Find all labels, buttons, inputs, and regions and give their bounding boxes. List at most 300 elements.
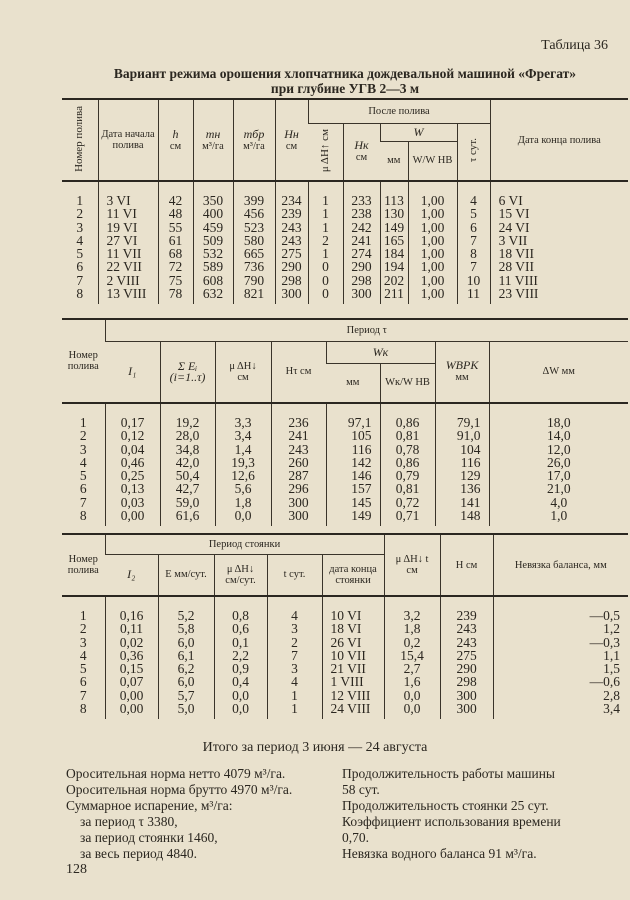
table-cell: 233 <box>343 194 380 207</box>
table-cell: 0,9 <box>214 662 267 675</box>
table-standstill <box>62 533 628 719</box>
col-mn: mн м³/га <box>193 99 233 181</box>
col-hk: Hк см <box>343 123 380 181</box>
table-cell: 3 <box>79 634 87 650</box>
table-cell: 0,02 <box>105 636 158 649</box>
table-cell: 2,8 <box>493 689 628 702</box>
table-cell: 8 <box>457 247 490 260</box>
col-w-ratio: W/W НВ <box>408 141 457 181</box>
table-cell: 0,81 <box>380 482 435 495</box>
table-cell: 821 <box>233 287 275 300</box>
table-cell: 26 VI <box>322 636 384 649</box>
table-cell: 68 <box>158 247 193 260</box>
table-cell: 2 <box>79 621 87 637</box>
table-cell: 59,0 <box>160 496 215 509</box>
table-cell: 1 <box>308 221 343 234</box>
table-cell: 275 <box>275 247 308 260</box>
table-cell: 6,0 <box>158 636 214 649</box>
col-mut: μ ΔH↓ t см <box>384 534 440 596</box>
table-cell: 34,8 <box>160 443 215 456</box>
table-cell: 298 <box>343 274 380 287</box>
table-cell: 11 VI <box>98 207 158 220</box>
table-cell: 3 <box>267 622 322 635</box>
table-cell: 97,1 <box>326 416 380 429</box>
table-cell: 608 <box>193 274 233 287</box>
table-cell: 13 VIII <box>98 287 158 300</box>
table-cell: 18 VII <box>490 247 628 260</box>
col-number: Номер полива <box>62 99 98 181</box>
table-cell: 91,0 <box>435 429 489 442</box>
table-cell: 239 <box>275 207 308 220</box>
table-cell: 23 VIII <box>490 287 628 300</box>
table-cell: 104 <box>435 443 489 456</box>
table-body <box>62 181 628 304</box>
table-cell: 0,72 <box>380 496 435 509</box>
table-cell: 1,00 <box>408 221 457 234</box>
table-cell: 4 <box>267 609 322 622</box>
table-cell: 3 VI <box>98 194 158 207</box>
table-cell: 10 VII <box>322 649 384 662</box>
table-cell: 79,1 <box>435 416 489 429</box>
table-cell: 116 <box>435 456 489 469</box>
table-row <box>62 509 628 522</box>
table-cell: 148 <box>435 509 489 522</box>
table-cell: 48 <box>158 207 193 220</box>
table-row <box>62 221 628 234</box>
table-cell: 665 <box>233 247 275 260</box>
table-cell: 238 <box>343 207 380 220</box>
table-cell: 1 <box>79 415 87 430</box>
col-e: E мм/сут. <box>158 554 214 596</box>
table-cell: 0,17 <box>105 416 160 429</box>
table-cell: 1 <box>308 247 343 260</box>
table-cell: 3 <box>76 219 84 235</box>
table-row <box>62 207 628 220</box>
table-row <box>62 260 628 273</box>
table-cell: 8 <box>76 286 84 302</box>
table-cell: 142 <box>326 456 380 469</box>
table-cell: 300 <box>275 287 308 300</box>
col-imbalance: Невязка баланса, мм <box>493 534 628 596</box>
table-cell: 0,00 <box>105 689 158 702</box>
table-cell: 19,3 <box>215 456 271 469</box>
col-number: Номер полива <box>62 319 105 403</box>
table-cell: 5,2 <box>158 609 214 622</box>
table-cell: 0,16 <box>105 609 158 622</box>
table-cell: 2 VIII <box>98 274 158 287</box>
left-notes <box>66 766 336 862</box>
table-cell: 2 <box>76 206 84 222</box>
table-cell: 211 <box>380 287 408 300</box>
table-cell: 10 VI <box>322 609 384 622</box>
table-cell: 1 <box>76 193 84 208</box>
table-cell: 5,7 <box>158 689 214 702</box>
table-cell: 300 <box>440 702 493 715</box>
table-cell: 0 <box>308 260 343 273</box>
col-h: h см <box>158 99 193 181</box>
table-cell: 105 <box>326 429 380 442</box>
table-cell: 42,7 <box>160 482 215 495</box>
table-cell: 7 <box>457 234 490 247</box>
table-cell: 509 <box>193 234 233 247</box>
table-cell: 18,0 <box>489 416 628 429</box>
table-cell: 2 <box>308 234 343 247</box>
table-cell: 42 <box>158 194 193 207</box>
table-cell: 6,2 <box>158 662 214 675</box>
table-row <box>62 234 628 247</box>
table-cell: —0,3 <box>493 636 628 649</box>
table-cell: 0,8 <box>214 609 267 622</box>
table-cell: 523 <box>233 221 275 234</box>
col-start-date: Дата начала полива <box>98 99 158 181</box>
table-cell: 0,78 <box>380 443 435 456</box>
table-cell: 0,0 <box>384 689 440 702</box>
table-cell: 0,6 <box>214 622 267 635</box>
table-cell: 296 <box>271 482 326 495</box>
table-cell: 1,00 <box>408 287 457 300</box>
table-cell: 8 <box>79 701 87 717</box>
table-cell: 300 <box>343 287 380 300</box>
table-cell: 4 <box>76 232 84 248</box>
col-group-period: Период τ <box>105 319 628 341</box>
col-i1: I₁ <box>105 341 160 403</box>
col-wk-ratio: Wк/W НВ <box>380 363 435 403</box>
table-cell: 28,0 <box>160 429 215 442</box>
table-cell: 0,86 <box>380 456 435 469</box>
table-cell: 0,12 <box>105 429 160 442</box>
table-cell: 456 <box>233 207 275 220</box>
table-cell: 2 <box>79 428 87 444</box>
col-group-after: После полива <box>308 99 490 123</box>
table-cell: 6,1 <box>158 649 214 662</box>
table-cell: 15 VI <box>490 207 628 220</box>
col-end-date: Дата конца полива <box>490 99 628 181</box>
table-cell: 15,4 <box>384 649 440 662</box>
table-cell: 75 <box>158 274 193 287</box>
table-row <box>62 702 628 715</box>
table-cell: 580 <box>233 234 275 247</box>
table-cell: 0,46 <box>105 456 160 469</box>
table-row <box>62 496 628 509</box>
table-cell: 0,1 <box>214 636 267 649</box>
table-cell: 24 VI <box>490 221 628 234</box>
table-cell: 790 <box>233 274 275 287</box>
table-cell: 21,0 <box>489 482 628 495</box>
table-cell: 12 VIII <box>322 689 384 702</box>
table-cell: 1 <box>267 689 322 702</box>
table-cell: 298 <box>275 274 308 287</box>
table-cell: 242 <box>343 221 380 234</box>
table-cell: 3,4 <box>215 429 271 442</box>
table-cell: 42,0 <box>160 456 215 469</box>
table-cell: 0,4 <box>214 675 267 688</box>
table-row <box>62 469 628 482</box>
table-cell: 5 <box>79 661 87 677</box>
note: за период стоянки 1460, <box>80 830 218 845</box>
table-body <box>62 596 628 719</box>
table-cell: 7 <box>76 272 84 288</box>
col-w-mm: мм <box>380 141 408 181</box>
table-cell: 1,2 <box>493 622 628 635</box>
table-cell: 0,00 <box>105 509 160 522</box>
table-cell: 61 <box>158 234 193 247</box>
table-cell: 736 <box>233 260 275 273</box>
table-cell: —0,5 <box>493 609 628 622</box>
table-cell: 165 <box>380 234 408 247</box>
table-cell: 589 <box>193 260 233 273</box>
table-cell: 4,0 <box>489 496 628 509</box>
col-group-standstill: Период стоянки <box>105 534 384 554</box>
col-ht: Hτ см <box>271 341 326 403</box>
col-wk-mm: мм <box>326 363 380 403</box>
table-cell: 0,0 <box>384 702 440 715</box>
table-cell: 6 <box>457 221 490 234</box>
table-cell: 24 VIII <box>322 702 384 715</box>
table-cell: 1,00 <box>408 247 457 260</box>
table-cell: 78 <box>158 287 193 300</box>
note: Суммарное испарение, м³/га: <box>66 798 233 813</box>
table-cell: 17,0 <box>489 469 628 482</box>
table-cell: 116 <box>326 443 380 456</box>
table-cell: 5,8 <box>158 622 214 635</box>
note: Оросительная норма нетто 4079 м³/га. <box>66 766 286 781</box>
table-cell: 0,15 <box>105 662 158 675</box>
table-cell: 7 <box>79 494 87 510</box>
table-cell: 399 <box>233 194 275 207</box>
table-cell: 632 <box>193 287 233 300</box>
table-cell: 1 <box>79 608 87 623</box>
table-cell: 130 <box>380 207 408 220</box>
table-cell: 141 <box>435 496 489 509</box>
table-cell: 241 <box>271 429 326 442</box>
table-cell: 239 <box>440 609 493 622</box>
table-cell: 1,00 <box>408 260 457 273</box>
table-cell: 0,86 <box>380 416 435 429</box>
table-cell: 1 <box>308 207 343 220</box>
table-cell: 146 <box>326 469 380 482</box>
table-cell: 1,4 <box>215 443 271 456</box>
table-cell: 5 <box>76 246 84 262</box>
note: Продолжительность стоянки 25 сут. <box>342 798 549 813</box>
col-sum-e: Σ Eᵢ (i=1..τ) <box>160 341 215 403</box>
table-cell: 243 <box>275 234 308 247</box>
table-cell: 4 <box>267 675 322 688</box>
table-cell: 300 <box>271 509 326 522</box>
table-row <box>62 636 628 649</box>
table-cell: 1,1 <box>493 649 628 662</box>
table-cell: 0,79 <box>380 469 435 482</box>
table-cell: 28 VII <box>490 260 628 273</box>
col-h: H см <box>440 534 493 596</box>
table-row <box>62 429 628 442</box>
table-cell: 12,6 <box>215 469 271 482</box>
col-dw: ΔW мм <box>489 341 628 403</box>
col-group-w: W <box>380 123 457 141</box>
table-cell: 1,0 <box>489 509 628 522</box>
note: Оросительная норма брутто 4970 м³/га. <box>66 782 293 797</box>
table-cell: 290 <box>440 662 493 675</box>
note: Невязка водного баланса 91 м³/га. <box>342 846 537 861</box>
table-cell: 14,0 <box>489 429 628 442</box>
table-cell: 11 <box>457 287 490 300</box>
table-cell: 8 <box>79 508 87 524</box>
table-row <box>62 482 628 495</box>
table-cell: 459 <box>193 221 233 234</box>
table-cell: 72 <box>158 260 193 273</box>
note: Продолжительность работы машины <box>342 766 555 781</box>
table-cell: 6 <box>79 481 87 497</box>
table-cell: 1,8 <box>215 496 271 509</box>
col-mu: μ ΔH↑ см <box>308 123 343 181</box>
table-cell: 129 <box>435 469 489 482</box>
table-cell: 4 <box>79 454 87 470</box>
table-cell: 0,0 <box>215 509 271 522</box>
table-cell: 243 <box>440 636 493 649</box>
table-cell: 7 <box>79 687 87 703</box>
table-cell: 27 VI <box>98 234 158 247</box>
table-cell: 260 <box>271 456 326 469</box>
table-row <box>62 662 628 675</box>
col-t: t сут. <box>267 554 322 596</box>
table-cell: 1,6 <box>384 675 440 688</box>
table-cell: 194 <box>380 260 408 273</box>
table-cell: 532 <box>193 247 233 260</box>
table-cell: 0,2 <box>384 636 440 649</box>
col-mu: μ ΔH↓ см/сут. <box>214 554 267 596</box>
table-cell: 184 <box>380 247 408 260</box>
title-line-1: Вариант режима орошения хлопчатника дождевальной машиной «Фрегат» <box>113 66 577 81</box>
note: 58 сут. <box>342 782 380 797</box>
table-cell: 243 <box>440 622 493 635</box>
table-cell: 21 VII <box>322 662 384 675</box>
table-row <box>62 689 628 702</box>
table-cell: 5 <box>79 468 87 484</box>
table-cell: 0,25 <box>105 469 160 482</box>
table-cell: 11 VII <box>98 247 158 260</box>
table-cell: 19,2 <box>160 416 215 429</box>
col-group-wk: Wк <box>326 341 435 363</box>
table-cell: 3,4 <box>493 702 628 715</box>
table-cell: 6 <box>76 259 84 275</box>
table-cell: 4 <box>79 647 87 663</box>
table-row <box>62 649 628 662</box>
table-cell: 1,00 <box>408 274 457 287</box>
title-line-2: при глубине УГВ 2—3 м <box>270 81 420 96</box>
table-cell: 1 VIII <box>322 675 384 688</box>
table-number: Таблица 36 <box>541 38 608 53</box>
table-cell: 61,6 <box>160 509 215 522</box>
table-cell: 145 <box>326 496 380 509</box>
table-cell: 0,03 <box>105 496 160 509</box>
table-cell: 2,7 <box>384 662 440 675</box>
table-cell: 236 <box>271 416 326 429</box>
table-cell: 1 <box>267 702 322 715</box>
table-cell: 300 <box>271 496 326 509</box>
table-cell: 12,0 <box>489 443 628 456</box>
table-cell: 243 <box>275 221 308 234</box>
table-cell: 400 <box>193 207 233 220</box>
table-row <box>62 675 628 688</box>
table-cell: 113 <box>380 194 408 207</box>
table-cell: 0,00 <box>105 702 158 715</box>
note: за период τ 3380, <box>80 814 178 829</box>
table-cell: 3,3 <box>215 416 271 429</box>
table-cell: —0,6 <box>493 675 628 688</box>
col-mbr: mбр м³/га <box>233 99 275 181</box>
table-cell: 3 VII <box>490 234 628 247</box>
table-cell: 55 <box>158 221 193 234</box>
table-row <box>62 443 628 456</box>
table-cell: 0,81 <box>380 429 435 442</box>
table-cell: 0,04 <box>105 443 160 456</box>
table-cell: 157 <box>326 482 380 495</box>
table-cell: 136 <box>435 482 489 495</box>
table-row <box>62 287 628 300</box>
table-cell: 1,00 <box>408 207 457 220</box>
table-cell: 1,00 <box>408 194 457 207</box>
table-cell: 2,2 <box>214 649 267 662</box>
table-body <box>62 403 628 526</box>
table-row <box>62 622 628 635</box>
table-cell: 0,11 <box>105 622 158 635</box>
table-cell: 6,0 <box>158 675 214 688</box>
col-mu: μ ΔH↓ см <box>215 341 271 403</box>
table-cell: 50,4 <box>160 469 215 482</box>
table-cell: 1,5 <box>493 662 628 675</box>
table-cell: 3 <box>267 662 322 675</box>
table-row <box>62 416 628 429</box>
col-wvrk: WВРК мм <box>435 341 489 403</box>
note: 0,70. <box>342 830 369 845</box>
table-cell: 5 <box>457 207 490 220</box>
table-cell: 5,0 <box>158 702 214 715</box>
note: Коэффициент использования времени <box>342 814 561 829</box>
table-cell: 202 <box>380 274 408 287</box>
table-cell: 241 <box>343 234 380 247</box>
table-cell: 287 <box>271 469 326 482</box>
table-title <box>62 66 628 96</box>
table-cell: 149 <box>326 509 380 522</box>
table-cell: 11 VIII <box>490 274 628 287</box>
table-cell: 274 <box>343 247 380 260</box>
table-row <box>62 274 628 287</box>
table-cell: 7 <box>457 260 490 273</box>
table-cell: 6 VI <box>490 194 628 207</box>
table-cell: 4 <box>457 194 490 207</box>
table-row <box>62 456 628 469</box>
table-row <box>62 247 628 260</box>
table-cell: 6 <box>79 674 87 690</box>
right-notes <box>342 766 622 862</box>
summary-title: Итого за период 3 июня — 24 августа <box>202 740 428 755</box>
table-cell: 10 <box>457 274 490 287</box>
table-cell: 0 <box>308 274 343 287</box>
table-cell: 3,2 <box>384 609 440 622</box>
table-cell: 2 <box>267 636 322 649</box>
table-row <box>62 194 628 207</box>
table-cell: 1,00 <box>408 234 457 247</box>
table-cell: 5,6 <box>215 482 271 495</box>
table-cell: 149 <box>380 221 408 234</box>
table-cell: 26,0 <box>489 456 628 469</box>
table-cell: 22 VII <box>98 260 158 273</box>
col-hn: Hн см <box>275 99 308 181</box>
table-cell: 234 <box>275 194 308 207</box>
table-cell: 18 VI <box>322 622 384 635</box>
table-cell: 350 <box>193 194 233 207</box>
page-number: 128 <box>66 862 87 877</box>
table-cell: 0,0 <box>214 689 267 702</box>
